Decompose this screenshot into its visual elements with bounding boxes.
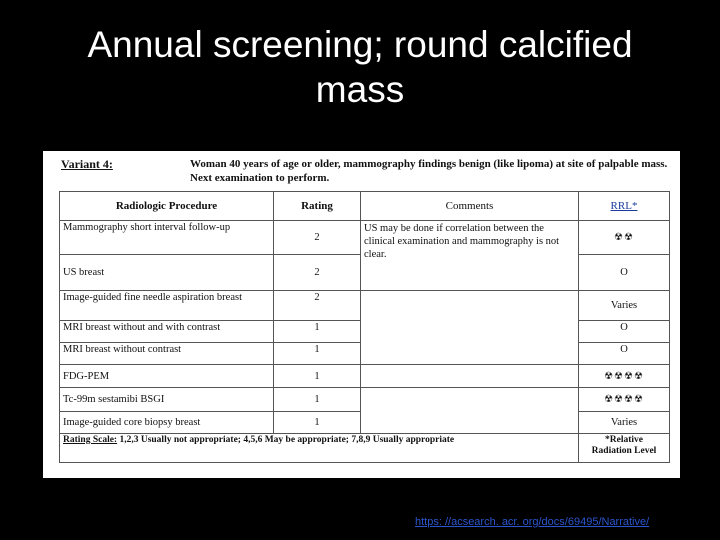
cell-comments [361,291,579,365]
header-rating: Rating [274,192,361,221]
slide-title-line2: mass [315,69,405,110]
cell-rating: 2 [274,291,361,321]
cell-comments: US may be done if correlation between the clinical examination and mammography is not clear. [361,221,579,291]
header-rrl-link[interactable]: RRL* [579,192,670,221]
table-header-row [60,192,670,221]
cell-rating: 1 [274,388,361,412]
cell-rating: 2 [274,221,361,255]
slide-title [0,22,720,112]
cell-rrl-radiation-icons: ☢☢ [579,221,670,255]
cell-rrl-radiation-icons: ☢☢☢☢ [579,388,670,412]
cell-procedure: FDG-PEM [60,365,274,388]
header-procedure: Radiologic Procedure [60,192,274,221]
rating-scale [60,434,579,463]
cell-rating: 1 [274,365,361,388]
procedure-table [59,191,670,463]
cell-rrl: Varies [579,412,670,434]
table-row [60,365,670,388]
slide-title-line1: Annual screening; round calcified [87,24,633,65]
cell-procedure: Tc-99m sestamibi BSGI [60,388,274,412]
rating-scale-text: 1,2,3 Usually not appropriate; 4,5,6 May be appropriate; 7,8,9 Usually appropriate [117,435,455,445]
variant-label: Variant 4: [61,157,113,171]
cell-procedure: MRI breast without contrast [60,343,274,365]
header-comments: Comments [361,192,579,221]
cell-rrl: O [579,255,670,291]
table-row [60,291,670,321]
cell-comments [361,388,579,434]
cell-procedure: Image-guided fine needle aspiration breast [60,291,274,321]
rating-scale-lead: Rating Scale: [63,435,118,445]
cell-rating: 1 [274,321,361,343]
cell-procedure: Mammography short interval follow-up [60,221,274,255]
cell-rating: 1 [274,412,361,434]
table-row [60,221,670,255]
acr-criteria-table-image [43,151,680,478]
cell-procedure: US breast [60,255,274,291]
rating-scale-row [60,434,670,463]
cell-procedure: Image-guided core biopsy breast [60,412,274,434]
relative-radiation-line1: *Relative [605,435,643,445]
cell-comments [361,365,579,388]
cell-procedure: MRI breast without and with contrast [60,321,274,343]
cell-rating: 1 [274,343,361,365]
source-url-link[interactable]: https: //acsearch. acr. org/docs/69495/Narrative/ [415,516,650,528]
cell-rrl: Varies [579,291,670,321]
table-row [60,388,670,412]
cell-rrl: O [579,343,670,365]
variant-description: Woman 40 years of age or older, mammography findings benign (like lipoma) at site of palpable mass. Next examination to perform. [190,158,668,184]
relative-radiation-line2: Radiation Level [591,446,657,456]
cell-rating: 2 [274,255,361,291]
cell-rrl: O [579,321,670,343]
cell-rrl-radiation-icons: ☢☢☢☢ [579,365,670,388]
relative-radiation-legend [579,434,670,463]
